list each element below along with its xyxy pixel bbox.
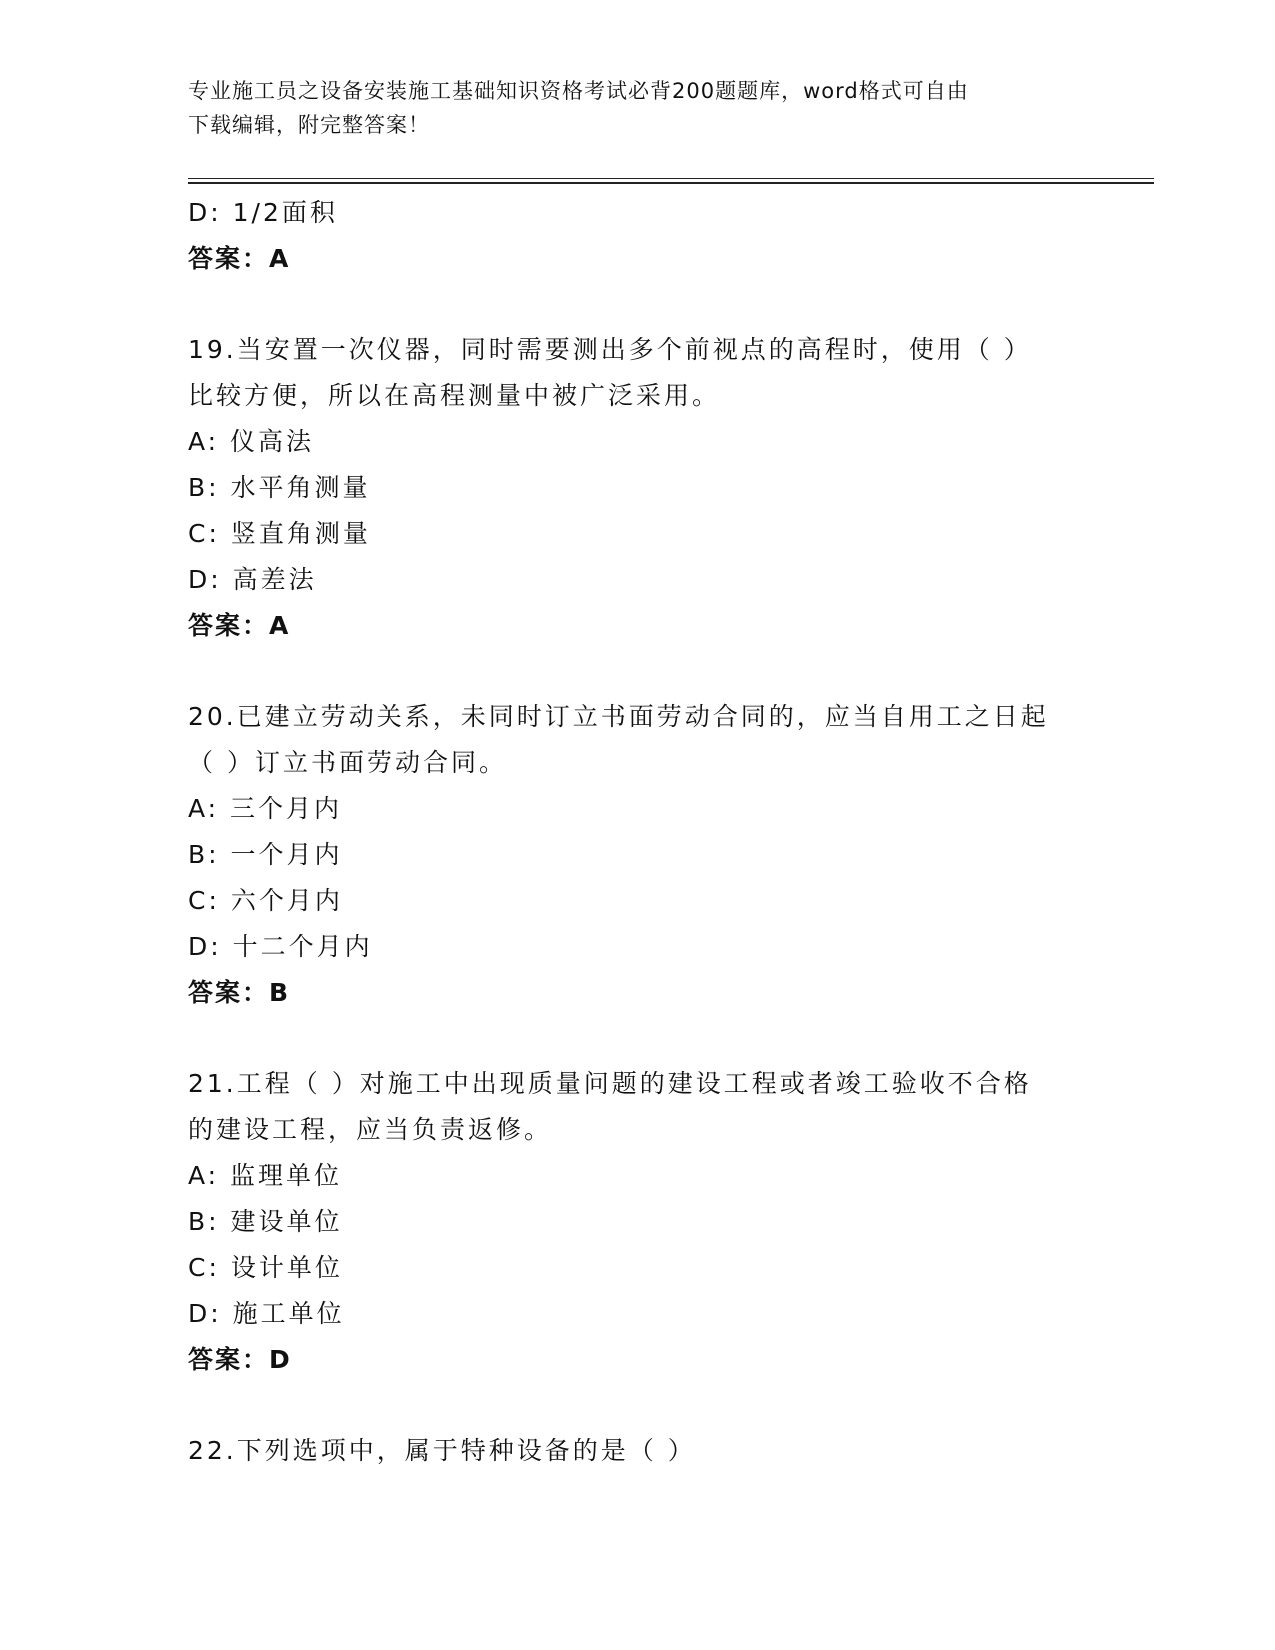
option-c: C: 设计单位: [188, 1253, 343, 1282]
option-c: C: 六个月内: [188, 886, 343, 915]
document-header: [188, 74, 1078, 142]
question-stem: 22.下列选项中，属于特种设备的是（ ）: [188, 1436, 696, 1465]
answer-line: 答案：A: [188, 611, 291, 640]
answer-line: 答案：A: [188, 244, 291, 273]
previous-question-tail: [188, 190, 1088, 282]
option-a: A: 仪高法: [188, 427, 315, 456]
answer-line: 答案：D: [188, 1345, 292, 1374]
option-a: A: 监理单位: [188, 1161, 343, 1190]
question-stem-cont: 的建设工程，应当负责返修。: [188, 1115, 553, 1144]
question-stem: 20.已建立劳动关系，未同时订立书面劳动合同的，应当自用工之日起: [188, 702, 1049, 731]
option-b: B: 水平角测量: [188, 473, 371, 502]
option-b: B: 一个月内: [188, 840, 343, 869]
question-20: [188, 694, 1088, 1016]
answer-line: 答案：B: [188, 978, 291, 1007]
option-b: B: 建设单位: [188, 1207, 343, 1236]
question-stem-cont: （ ）订立书面劳动合同。: [188, 748, 507, 777]
question-19: [188, 327, 1088, 649]
header-line-2: 下载编辑，附完整答案！: [188, 113, 430, 137]
option-d: D: 施工单位: [188, 1299, 345, 1328]
question-stem: 21.工程（ ）对施工中出现质量问题的建设工程或者竣工验收不合格: [188, 1069, 1032, 1098]
question-22: [188, 1428, 1088, 1474]
option-c: C: 竖直角测量: [188, 519, 371, 548]
header-divider-thick: [188, 182, 1154, 184]
header-divider-thin: [188, 178, 1154, 179]
header-line-1: 专业施工员之设备安装施工基础知识资格考试必背200题题库，word格式可自由: [188, 79, 969, 103]
option-d: D: 高差法: [188, 565, 317, 594]
question-21: [188, 1061, 1088, 1383]
question-stem: 19.当安置一次仪器，同时需要测出多个前视点的高程时，使用（ ）: [188, 335, 1032, 364]
option-d: D: 1/2面积: [188, 198, 338, 227]
question-stem-cont: 比较方便，所以在高程测量中被广泛采用。: [188, 381, 721, 410]
option-d: D: 十二个月内: [188, 932, 373, 961]
question-list: [188, 190, 1088, 1474]
option-a: A: 三个月内: [188, 794, 343, 823]
